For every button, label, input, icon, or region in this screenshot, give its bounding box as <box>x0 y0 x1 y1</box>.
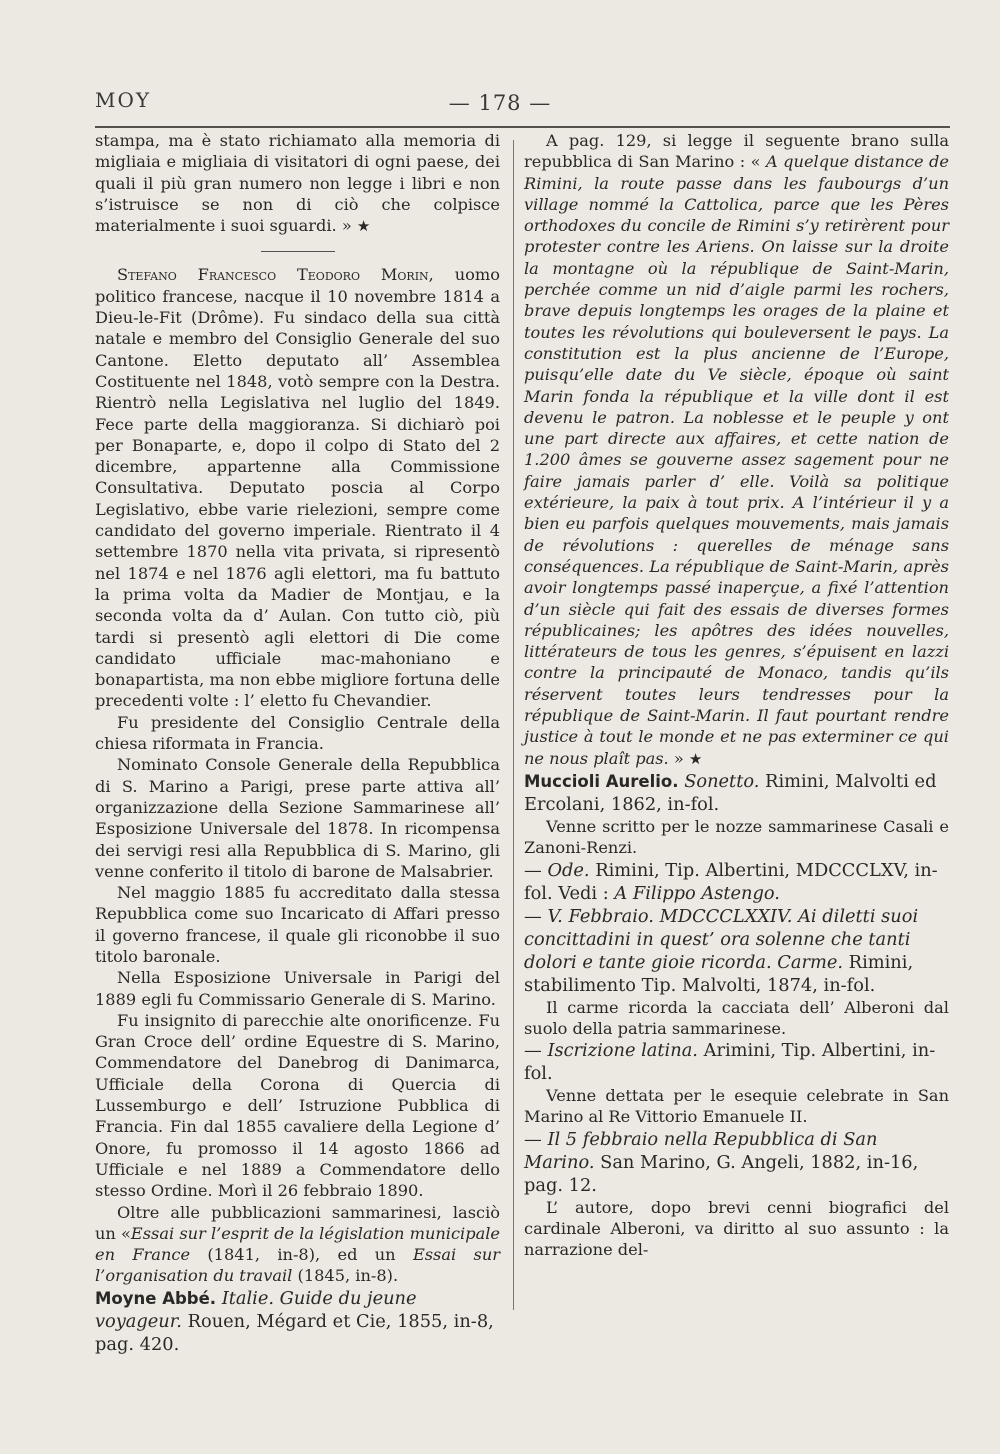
text-run: (1841, in-8), ed un <box>190 1245 413 1265</box>
paragraph <box>95 1202 500 1287</box>
febbraio-entry <box>524 905 949 997</box>
section-separator <box>261 251 335 252</box>
left-column <box>95 130 500 1356</box>
paragraph: Nel maggio 1885 fu accreditato dalla stessa Repubblica come suo Incaricato di Affari presso il governo francese, il quale gli riconobbe il suo titolo baronale. <box>95 883 500 966</box>
book-title: Essai sur l’esprit de la législation municipale en France <box>95 1223 501 1265</box>
ode-entry <box>524 859 949 905</box>
entry-note: Il carme ricorda la cacciata dell’ Alberoni dal suolo della patria sammarinese. <box>524 997 949 1038</box>
paragraph: Nominato Console Generale della Repubblica di S. Marino a Parigi, prese parte attiva all’ organizzazione della Sezione Sammarinese all’ Esposizione Universale del 1878. In ricompensa dei servigi resi alla Repubblica di S. Marino, gli venne conferito il titolo di barone de Malsabrier. <box>95 755 500 881</box>
entry-title: Ode. <box>547 859 590 881</box>
entry-dash: — <box>524 859 548 881</box>
iscrizione-entry <box>524 1039 949 1085</box>
quote-text: A quelque distance de Rimini, la route passe dans les faubourgs d’un village nommé la Cattolica, parce que les Pères orthodoxes du concile de Rimini s’y retirèrent pour protester contre les Ariens. On laisse sur la droite la montagne où la république de Saint-Marin, perchée comme un nid d’aigle parmi les rochers, brave depuis longtemps les orages de la plaine et toutes les révolutions qui bouleversent le pays. La constitution est la plus ancienne de l’Europe, puisqu’elle date du Ve siècle, époque où saint Marin fonda la république et la ville dont il est devenu le patron. La noblesse et le peuple y ont une part directe aux affaires, et cette nation de 1.200 âmes se gouverne assez sagement pour ne faire jamais parler d’ elle. Voilà sa politique extérieure, la paix à tout prix. A l’intérieur il y a bien eu parfois quelques mouvements, mais jamais de révolutions : querelles de ménage sans conséquences. La république de Saint-Marin, après avoir longtemps passé inaperçue, a fixé l’attention d’un siècle qui fait des essais de diverses formes républicaines; les apôtres des idées nouvelles, littérateurs de tous les genres, s’épuisent en lazzi contre la principauté de Monaco, tandis qu’ils réservent toutes leurs tendresses pour la république de Saint-Marin. Il faut pourtant rendre justice à tout le monde et ne pas exterminer ce qui ne nous plaît pas. <box>524 152 949 768</box>
paragraph-text: stampa, ma è stato richiamato alla memoria di migliaia e migliaia di visitatori di ogni paese, dei quali il più gran numero non legge i libri e non s’istruisce se non di ciò che colpisce materialmente i suoi sguardi. » <box>95 131 500 236</box>
page-number: — 178 — <box>448 91 552 115</box>
quotation-paragraph <box>524 130 949 770</box>
entry-publication: Rimini, Tip. Albertini, MDCCCLXV, in-fol. Vedi : <box>524 859 938 904</box>
paragraph: Fu insignito di parecchie alte onorificenze. Fu Gran Croce dell’ ordine Equestre di S. Marino, Commendatore del Danebrog di Danimarca, Ufficiale della Corona di Quercia di Lussemburgo e dell’ Istruzione Pubblica di Francia. Fin dal 1855 cavaliere della Legione d’ Onore, fu promosso il 14 agosto 1866 ad Ufficiale e nel 1889 a Commendatore dello stesso Ordine. Morì il 26 febbraio 1890. <box>95 1010 500 1201</box>
quote-intro: A pag. 129, si legge il seguente brano sulla repubblica di San Marino : « <box>524 131 949 172</box>
star-icon: ★ <box>688 749 703 768</box>
entry-publication: Rouen, Mégard et Cie, 1855, in-8, pag. 420. <box>95 1310 494 1355</box>
column-divider <box>513 140 514 1310</box>
header-rule <box>95 126 950 128</box>
paragraph-text: uomo politico francese, nacque il 10 novembre 1814 a Dieu-le-Fit (Drôme). Fu sindaco della sua città natale e membro del Consiglio Generale del suo Cantone. Eletto deputato all’ Assemblea Costituente nel 1848, votò sempre con la Destra. Rientrò nella Legislativa nel luglio del 1849. Fece parte della maggioranza. Si dichiarò poi per Bonaparte, e, dopo il colpo di Stato del 2 dicembre, appartenne alla Commissione Consultativa. Deputato poscia al Corpo Legislativo, ebbe varie rielezioni, sempre come candidato del governo imperiale. Rientrato il 4 settembre 1870 nella vita privata, si ripresentò nel 1874 e nel 1876 agli elettori, ma fu battuto la prima volta da Madier de Montjau, e la seconda volta da d’ Aulan. Con tutto ciò, più tardi si presentò agli elettori di Die come candidato ufficiale mac-mahoniano e bonapartista, ma non ebbe migliore fortuna delle precedenti volte : l’ eletto fu Chevandier. <box>95 265 500 711</box>
text-run: (1845, in-8). <box>292 1266 399 1286</box>
text-run: Oltre alle pubblicazioni sammarinesi, lasciò un « <box>95 1202 500 1243</box>
entry-note: L’ autore, dopo brevi cenni biografici del cardinale Alberoni, va diritto al suo assunto : la narrazione del- <box>524 1197 949 1260</box>
entry-publication: Rimini, stabilimento Tip. Malvolti, 1874, in-fol. <box>524 951 914 996</box>
entry-dash: — <box>524 905 548 927</box>
entry-name: Stefano Francesco Teodoro Morin, <box>117 265 434 285</box>
entry-author: Moyne Abbé. <box>95 1288 217 1308</box>
cinque-febbraio-entry <box>524 1128 949 1197</box>
star-icon: ★ <box>356 217 371 236</box>
entry-dash: — <box>524 1128 548 1150</box>
entry-publication: Rimini, Malvolti ed Ercolani, 1862, in-fol. <box>524 770 937 815</box>
entry-publication: San Marino, G. Angeli, 1882, in-16, pag. 12. <box>524 1151 919 1196</box>
entry-title: Italie. Guide du jeune voyageur. <box>95 1287 417 1332</box>
entry-publication: Arimini, Tip. Albertini, in-fol. <box>524 1040 936 1085</box>
book-title: Essai sur l’organisation du travail <box>95 1245 500 1286</box>
morin-entry <box>95 264 500 711</box>
entry-title: Iscrizione latina. <box>547 1040 698 1062</box>
quote-close: » <box>668 748 684 768</box>
moyne-entry <box>95 1287 500 1356</box>
entry-author: Muccioli Aurelio. <box>524 771 679 791</box>
entry-dash: — <box>524 1040 548 1062</box>
paragraph: Fu presidente del Consiglio Centrale della chiesa riformata in Francia. <box>95 712 500 754</box>
entry-note: Venne scritto per le nozze sammarinese Casali e Zanoni-Renzi. <box>524 816 949 858</box>
entry-note: Venne dettata per le esequie celebrate in San Marino al Re Vittorio Emanuele II. <box>524 1086 949 1127</box>
running-head: MOY <box>95 88 152 112</box>
entry-title: Il 5 febbraio nella Repubblica di San Marino. <box>524 1128 878 1173</box>
paragraph-continuation <box>95 130 500 237</box>
muccioli-entry <box>524 770 949 816</box>
entry-title: V. Febbraio. MDCCCLXXIV. Ai diletti suoi concittadini in quest’ ora solenne che tanti dolori e tante gioie ricorda. Carme. <box>524 905 919 973</box>
right-column <box>524 130 949 1261</box>
entry-title: Sonetto. <box>678 770 760 792</box>
paragraph: Nella Esposizione Universale in Parigi del 1889 egli fu Commissario Generale di S. Marino. <box>95 968 500 1009</box>
entry-reference: A Filippo Astengo. <box>614 882 780 904</box>
